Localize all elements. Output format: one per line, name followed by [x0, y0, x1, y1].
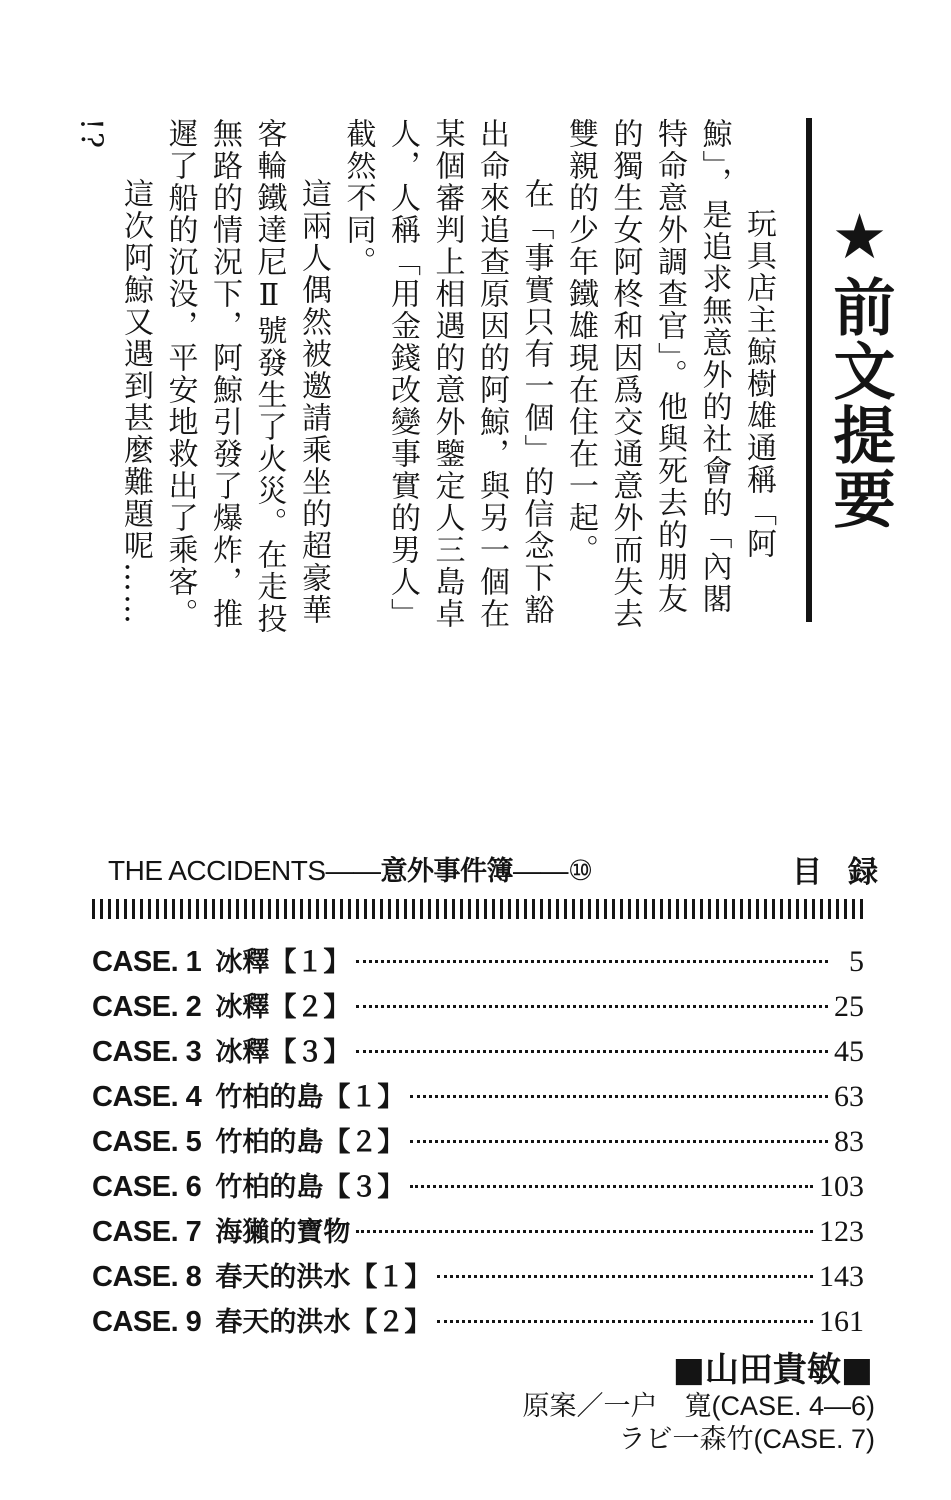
chapter-title: 竹柏的島【２】	[215, 1127, 405, 1158]
secondary-credit: ラビ一森竹(CASE. 7)	[618, 1424, 875, 1454]
chapter-title: 冰釋【２】	[215, 992, 351, 1023]
synopsis-paragraph-5: !?	[73, 118, 109, 151]
toc-item[interactable]	[92, 940, 864, 985]
original-story-credit: 原案／一户 寛(CASE. 4—6)	[522, 1391, 875, 1421]
chapter-title: 竹柏的島【３】	[215, 1172, 405, 1203]
toc-item[interactable]	[92, 1030, 864, 1075]
synopsis-body	[73, 118, 780, 638]
dot-leader	[410, 1185, 813, 1188]
toc-item[interactable]	[92, 1300, 864, 1345]
dot-leader	[356, 1050, 828, 1053]
page-number: 45	[834, 1035, 864, 1068]
chapter-title: 春天的洪水【１】	[215, 1262, 432, 1293]
page-number: 161	[819, 1305, 864, 1338]
tick-rule	[92, 899, 864, 919]
dot-leader	[356, 1005, 828, 1008]
page-number: 83	[834, 1125, 864, 1158]
page-number: 123	[819, 1215, 864, 1248]
synopsis-title: ★前文提要	[823, 200, 896, 531]
case-label: CASE. 4	[92, 1081, 202, 1113]
toc-item[interactable]	[92, 1120, 864, 1165]
toc-item[interactable]	[92, 1075, 864, 1120]
series-prefix: THE ACCIDENTS——	[108, 855, 381, 886]
chapter-title: 冰釋【１】	[215, 947, 351, 978]
case-label: CASE. 1	[92, 946, 202, 978]
dot-leader	[410, 1095, 828, 1098]
toc-list	[92, 940, 864, 1345]
page-number: 143	[819, 1260, 864, 1293]
page-number: 103	[819, 1170, 864, 1203]
chapter-title: 海獺的寶物	[215, 1217, 351, 1248]
chapter-title: 冰釋【３】	[215, 1037, 351, 1068]
dot-leader	[356, 960, 828, 963]
chapter-title: 春天的洪水【２】	[215, 1307, 432, 1338]
author-name: ■山田貴敏■	[672, 1350, 873, 1390]
vertical-divider	[806, 118, 812, 622]
toc-heading: 目録	[792, 855, 904, 890]
series-title	[108, 849, 593, 888]
toc-item[interactable]	[92, 985, 864, 1030]
synopsis-paragraph-1: 玩具店主鯨樹雄通稱「阿鯨」，是追求無意外的社會的「內閣特命意外調查官」。他與死去的朋友的獨生女阿柊和因爲交通意外而失去雙親的少年鐵雄現在住在一起。	[563, 118, 776, 630]
case-label: CASE. 9	[92, 1306, 202, 1338]
case-label: CASE. 5	[92, 1126, 202, 1158]
synopsis-paragraph-3: 這兩人偶然被邀請乘坐的超豪華客輪鐵達尼Ⅱ號發生了火災。在走投無路的情況下，阿鯨引發了爆炸，推遲了船的沉没，平安地救出了乘客。	[162, 118, 331, 635]
toc-header	[108, 845, 904, 891]
page-number: 5	[849, 945, 864, 978]
toc-item[interactable]	[92, 1210, 864, 1255]
toc-item[interactable]	[92, 1165, 864, 1210]
series-title-jp: 意外事件簿	[380, 856, 514, 887]
page-number: 25	[834, 990, 864, 1023]
case-label: CASE. 6	[92, 1171, 202, 1203]
case-label: CASE. 8	[92, 1261, 202, 1293]
dot-leader	[437, 1320, 813, 1323]
case-label: CASE. 3	[92, 1036, 202, 1068]
synopsis-paragraph-4: 這次阿鯨又遇到甚麼難題呢……	[118, 178, 153, 626]
case-label: CASE. 7	[92, 1216, 202, 1248]
chapter-title: 竹柏的島【１】	[215, 1082, 405, 1113]
dot-leader	[437, 1275, 813, 1278]
dot-leader	[356, 1230, 813, 1233]
series-volume: ——⑩	[513, 855, 593, 886]
synopsis-paragraph-2: 在「事實只有一個」的信念下豁出命來追查原因的阿鯨，與另一個在某個審判上相遇的意外鑒定人三島卓人，人稱「用金錢改變事實的男人」截然不同。	[340, 118, 554, 630]
case-label: CASE. 2	[92, 991, 202, 1023]
dot-leader	[410, 1140, 828, 1143]
toc-item[interactable]	[92, 1255, 864, 1300]
page-number: 63	[834, 1080, 864, 1113]
